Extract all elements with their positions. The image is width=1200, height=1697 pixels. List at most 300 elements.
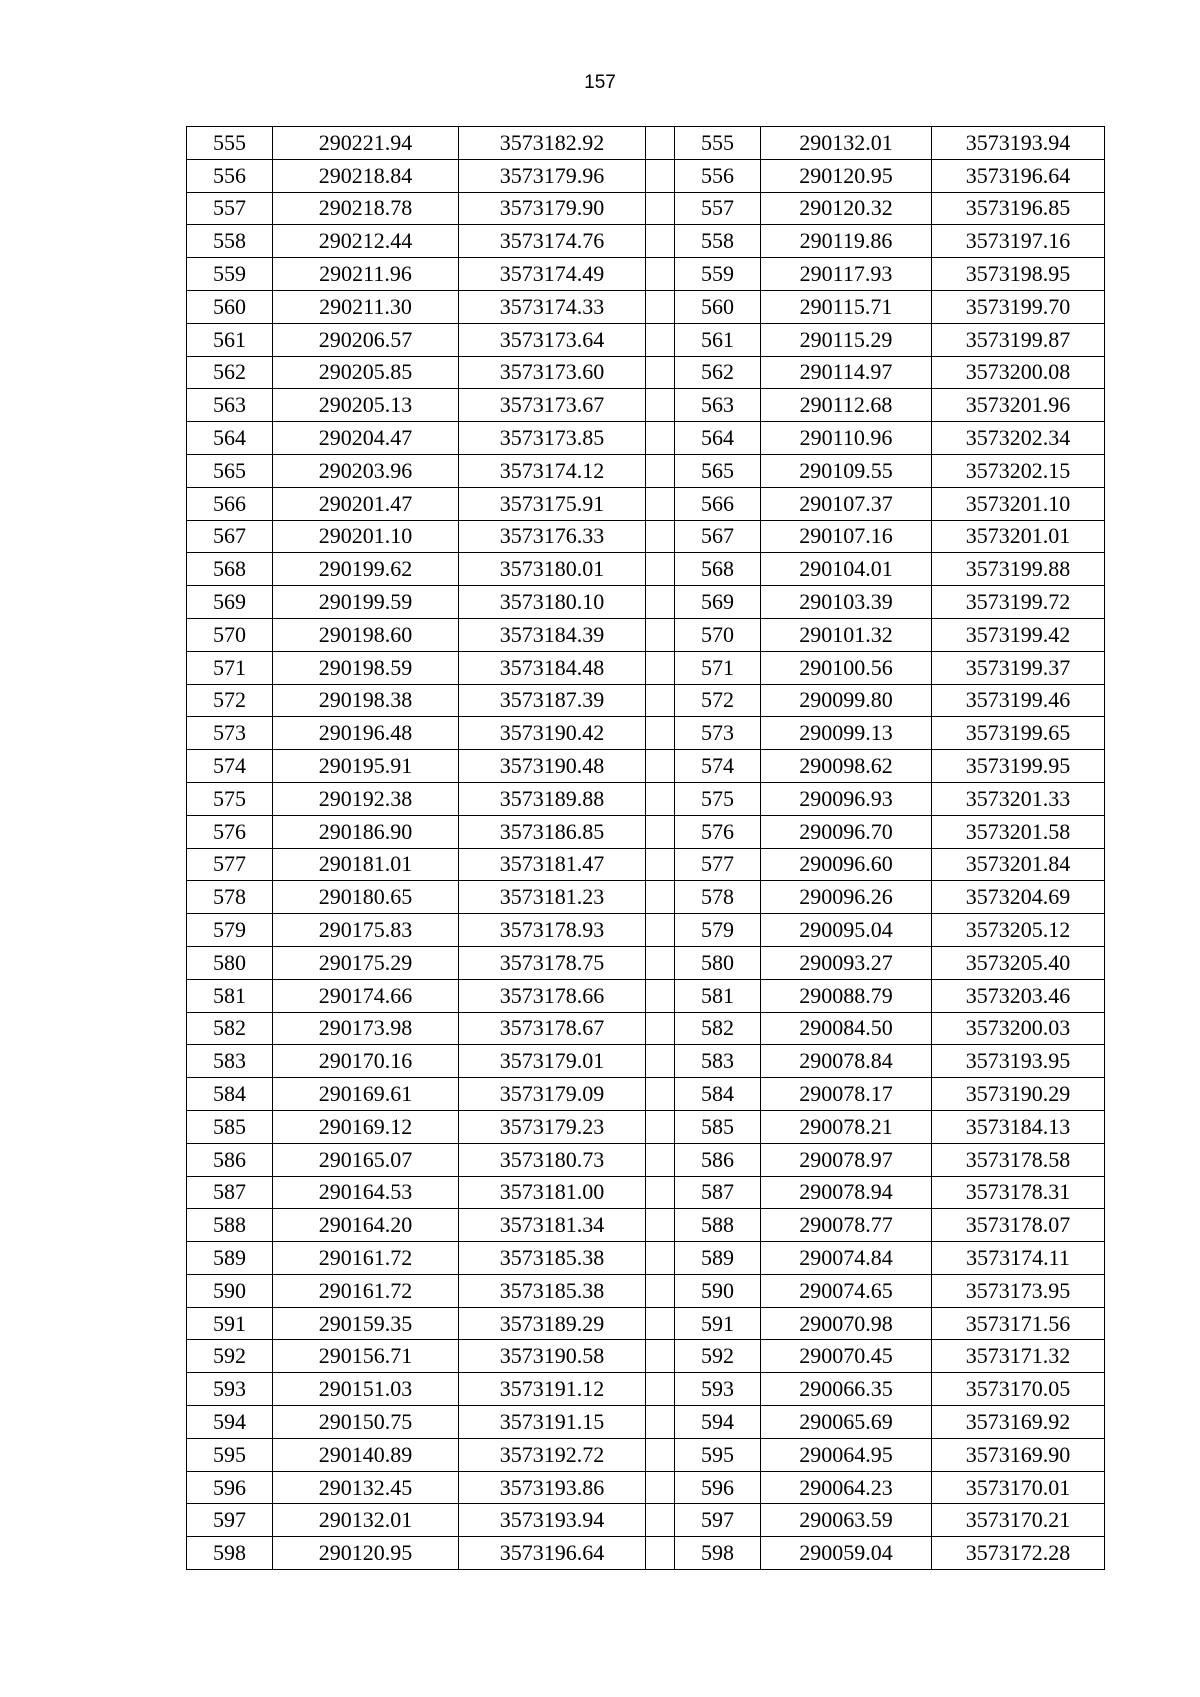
page-number: 157	[584, 72, 616, 93]
y-coord-right-cell: 3573193.94	[932, 127, 1105, 160]
x-coord-right-cell: 290107.37	[761, 487, 932, 520]
table-row	[187, 586, 1105, 619]
spacer-cell	[646, 356, 675, 389]
x-coord-left-cell: 290161.72	[273, 1242, 459, 1275]
y-coord-left-cell: 3573187.39	[459, 684, 646, 717]
y-coord-left-cell: 3573182.92	[459, 127, 646, 160]
spacer-cell	[646, 717, 675, 750]
x-coord-right-cell: 290115.29	[761, 323, 932, 356]
x-coord-left-cell: 290156.71	[273, 1340, 459, 1373]
x-coord-left-cell: 290218.78	[273, 192, 459, 225]
table-row	[187, 1242, 1105, 1275]
table-row	[187, 389, 1105, 422]
x-coord-right-cell: 290098.62	[761, 750, 932, 783]
point-id-left-cell: 579	[187, 914, 273, 947]
x-coord-right-cell: 290109.55	[761, 454, 932, 487]
x-coord-left-cell: 290150.75	[273, 1406, 459, 1439]
x-coord-right-cell: 290059.04	[761, 1537, 932, 1570]
spacer-cell	[646, 159, 675, 192]
point-id-right-cell: 556	[675, 159, 761, 192]
point-id-right-cell: 589	[675, 1242, 761, 1275]
x-coord-right-cell: 290078.84	[761, 1045, 932, 1078]
x-coord-right-cell: 290078.97	[761, 1143, 932, 1176]
table-row	[187, 1078, 1105, 1111]
point-id-left-cell: 562	[187, 356, 273, 389]
y-coord-right-cell: 3573201.10	[932, 487, 1105, 520]
spacer-cell	[646, 1242, 675, 1275]
x-coord-left-cell: 290211.96	[273, 258, 459, 291]
spacer-cell	[646, 1406, 675, 1439]
spacer-cell	[646, 1078, 675, 1111]
point-id-left-cell: 596	[187, 1471, 273, 1504]
point-id-left-cell: 590	[187, 1274, 273, 1307]
table-row	[187, 651, 1105, 684]
point-id-right-cell: 582	[675, 1012, 761, 1045]
point-id-right-cell: 572	[675, 684, 761, 717]
spacer-cell	[646, 618, 675, 651]
x-coord-right-cell: 290112.68	[761, 389, 932, 422]
y-coord-right-cell: 3573199.88	[932, 553, 1105, 586]
point-id-left-cell: 565	[187, 454, 273, 487]
table-row	[187, 1373, 1105, 1406]
x-coord-right-cell: 290078.94	[761, 1176, 932, 1209]
y-coord-left-cell: 3573190.58	[459, 1340, 646, 1373]
table-row	[187, 290, 1105, 323]
x-coord-left-cell: 290151.03	[273, 1373, 459, 1406]
point-id-left-cell: 564	[187, 422, 273, 455]
y-coord-right-cell: 3573199.65	[932, 717, 1105, 750]
x-coord-left-cell: 290161.72	[273, 1274, 459, 1307]
spacer-cell	[646, 651, 675, 684]
x-coord-right-cell: 290101.32	[761, 618, 932, 651]
point-id-left-cell: 594	[187, 1406, 273, 1439]
x-coord-right-cell: 290115.71	[761, 290, 932, 323]
y-coord-right-cell: 3573184.13	[932, 1110, 1105, 1143]
x-coord-left-cell: 290165.07	[273, 1143, 459, 1176]
y-coord-right-cell: 3573201.58	[932, 815, 1105, 848]
table-row	[187, 881, 1105, 914]
y-coord-left-cell: 3573196.64	[459, 1537, 646, 1570]
y-coord-right-cell: 3573202.15	[932, 454, 1105, 487]
y-coord-right-cell: 3573199.70	[932, 290, 1105, 323]
spacer-cell	[646, 1307, 675, 1340]
point-id-right-cell: 567	[675, 520, 761, 553]
point-id-left-cell: 556	[187, 159, 273, 192]
point-id-right-cell: 576	[675, 815, 761, 848]
point-id-left-cell: 588	[187, 1209, 273, 1242]
x-coord-left-cell: 290196.48	[273, 717, 459, 750]
y-coord-right-cell: 3573170.05	[932, 1373, 1105, 1406]
spacer-cell	[646, 1143, 675, 1176]
point-id-right-cell: 562	[675, 356, 761, 389]
spacer-cell	[646, 487, 675, 520]
table-row	[187, 1406, 1105, 1439]
point-id-left-cell: 570	[187, 618, 273, 651]
x-coord-left-cell: 290199.62	[273, 553, 459, 586]
y-coord-right-cell: 3573174.11	[932, 1242, 1105, 1275]
x-coord-left-cell: 290212.44	[273, 225, 459, 258]
point-id-right-cell: 571	[675, 651, 761, 684]
x-coord-right-cell: 290120.32	[761, 192, 932, 225]
spacer-cell	[646, 1209, 675, 1242]
point-id-right-cell: 575	[675, 782, 761, 815]
point-id-right-cell: 584	[675, 1078, 761, 1111]
y-coord-right-cell: 3573169.92	[932, 1406, 1105, 1439]
point-id-left-cell: 595	[187, 1438, 273, 1471]
spacer-cell	[646, 1176, 675, 1209]
y-coord-right-cell: 3573205.12	[932, 914, 1105, 947]
x-coord-left-cell: 290198.38	[273, 684, 459, 717]
spacer-cell	[646, 553, 675, 586]
table-row	[187, 684, 1105, 717]
spacer-cell	[646, 258, 675, 291]
point-id-left-cell: 580	[187, 946, 273, 979]
point-id-right-cell: 569	[675, 586, 761, 619]
y-coord-right-cell: 3573201.84	[932, 848, 1105, 881]
y-coord-left-cell: 3573173.64	[459, 323, 646, 356]
x-coord-left-cell: 290199.59	[273, 586, 459, 619]
spacer-cell	[646, 914, 675, 947]
x-coord-right-cell: 290099.80	[761, 684, 932, 717]
y-coord-left-cell: 3573174.49	[459, 258, 646, 291]
y-coord-left-cell: 3573191.15	[459, 1406, 646, 1439]
table-row	[187, 454, 1105, 487]
x-coord-right-cell: 290084.50	[761, 1012, 932, 1045]
y-coord-right-cell: 3573190.29	[932, 1078, 1105, 1111]
y-coord-right-cell: 3573201.96	[932, 389, 1105, 422]
x-coord-right-cell: 290120.95	[761, 159, 932, 192]
y-coord-right-cell: 3573178.07	[932, 1209, 1105, 1242]
y-coord-left-cell: 3573189.29	[459, 1307, 646, 1340]
x-coord-left-cell: 290169.61	[273, 1078, 459, 1111]
x-coord-right-cell: 290064.95	[761, 1438, 932, 1471]
y-coord-left-cell: 3573173.67	[459, 389, 646, 422]
x-coord-right-cell: 290074.65	[761, 1274, 932, 1307]
spacer-cell	[646, 290, 675, 323]
table-row	[187, 192, 1105, 225]
coordinates-table-body	[187, 127, 1105, 1570]
spacer-cell	[646, 979, 675, 1012]
y-coord-left-cell: 3573186.85	[459, 815, 646, 848]
table-row	[187, 422, 1105, 455]
spacer-cell	[646, 848, 675, 881]
spacer-cell	[646, 127, 675, 160]
table-row	[187, 946, 1105, 979]
x-coord-left-cell: 290173.98	[273, 1012, 459, 1045]
spacer-cell	[646, 1340, 675, 1373]
point-id-right-cell: 574	[675, 750, 761, 783]
point-id-right-cell: 577	[675, 848, 761, 881]
y-coord-left-cell: 3573175.91	[459, 487, 646, 520]
point-id-right-cell: 565	[675, 454, 761, 487]
point-id-left-cell: 585	[187, 1110, 273, 1143]
spacer-cell	[646, 1537, 675, 1570]
point-id-right-cell: 594	[675, 1406, 761, 1439]
table-row	[187, 356, 1105, 389]
x-coord-left-cell: 290181.01	[273, 848, 459, 881]
table-row	[187, 127, 1105, 160]
y-coord-right-cell: 3573201.01	[932, 520, 1105, 553]
y-coord-left-cell: 3573178.75	[459, 946, 646, 979]
table-row	[187, 1274, 1105, 1307]
point-id-left-cell: 571	[187, 651, 273, 684]
y-coord-left-cell: 3573179.96	[459, 159, 646, 192]
x-coord-right-cell: 290096.70	[761, 815, 932, 848]
point-id-right-cell: 578	[675, 881, 761, 914]
x-coord-right-cell: 290099.13	[761, 717, 932, 750]
x-coord-left-cell: 290192.38	[273, 782, 459, 815]
x-coord-left-cell: 290140.89	[273, 1438, 459, 1471]
y-coord-right-cell: 3573173.95	[932, 1274, 1105, 1307]
y-coord-left-cell: 3573179.09	[459, 1078, 646, 1111]
y-coord-right-cell: 3573199.46	[932, 684, 1105, 717]
x-coord-right-cell: 290096.60	[761, 848, 932, 881]
x-coord-left-cell: 290201.47	[273, 487, 459, 520]
point-id-right-cell: 555	[675, 127, 761, 160]
y-coord-left-cell: 3573185.38	[459, 1242, 646, 1275]
x-coord-left-cell: 290174.66	[273, 979, 459, 1012]
y-coord-right-cell: 3573196.85	[932, 192, 1105, 225]
table-row	[187, 1340, 1105, 1373]
x-coord-right-cell: 290078.17	[761, 1078, 932, 1111]
y-coord-left-cell: 3573174.12	[459, 454, 646, 487]
point-id-right-cell: 597	[675, 1504, 761, 1537]
x-coord-left-cell: 290206.57	[273, 323, 459, 356]
y-coord-left-cell: 3573180.10	[459, 586, 646, 619]
x-coord-right-cell: 290078.21	[761, 1110, 932, 1143]
point-id-left-cell: 587	[187, 1176, 273, 1209]
spacer-cell	[646, 1373, 675, 1406]
spacer-cell	[646, 323, 675, 356]
x-coord-left-cell: 290175.29	[273, 946, 459, 979]
x-coord-left-cell: 290180.65	[273, 881, 459, 914]
x-coord-left-cell: 290132.01	[273, 1504, 459, 1537]
point-id-right-cell: 590	[675, 1274, 761, 1307]
point-id-right-cell: 593	[675, 1373, 761, 1406]
y-coord-right-cell: 3573202.34	[932, 422, 1105, 455]
x-coord-right-cell: 290078.77	[761, 1209, 932, 1242]
table-row	[187, 717, 1105, 750]
spacer-cell	[646, 1012, 675, 1045]
point-id-left-cell: 560	[187, 290, 273, 323]
spacer-cell	[646, 684, 675, 717]
point-id-right-cell: 586	[675, 1143, 761, 1176]
x-coord-right-cell: 290096.93	[761, 782, 932, 815]
table-row	[187, 750, 1105, 783]
y-coord-right-cell: 3573199.72	[932, 586, 1105, 619]
x-coord-left-cell: 290120.95	[273, 1537, 459, 1570]
spacer-cell	[646, 454, 675, 487]
table-row	[187, 1504, 1105, 1537]
table-row	[187, 487, 1105, 520]
y-coord-right-cell: 3573199.95	[932, 750, 1105, 783]
point-id-right-cell: 595	[675, 1438, 761, 1471]
point-id-right-cell: 564	[675, 422, 761, 455]
x-coord-left-cell: 290169.12	[273, 1110, 459, 1143]
point-id-right-cell: 560	[675, 290, 761, 323]
table-row	[187, 258, 1105, 291]
y-coord-left-cell: 3573181.47	[459, 848, 646, 881]
y-coord-right-cell: 3573198.95	[932, 258, 1105, 291]
table-row	[187, 1143, 1105, 1176]
spacer-cell	[646, 1504, 675, 1537]
y-coord-right-cell: 3573172.28	[932, 1537, 1105, 1570]
spacer-cell	[646, 192, 675, 225]
point-id-right-cell: 558	[675, 225, 761, 258]
table-row	[187, 618, 1105, 651]
point-id-left-cell: 574	[187, 750, 273, 783]
y-coord-left-cell: 3573178.66	[459, 979, 646, 1012]
table-row	[187, 815, 1105, 848]
x-coord-left-cell: 290203.96	[273, 454, 459, 487]
x-coord-left-cell: 290164.53	[273, 1176, 459, 1209]
point-id-right-cell: 583	[675, 1045, 761, 1078]
point-id-left-cell: 572	[187, 684, 273, 717]
y-coord-left-cell: 3573190.42	[459, 717, 646, 750]
point-id-left-cell: 569	[187, 586, 273, 619]
spacer-cell	[646, 422, 675, 455]
y-coord-right-cell: 3573169.90	[932, 1438, 1105, 1471]
x-coord-right-cell: 290063.59	[761, 1504, 932, 1537]
y-coord-left-cell: 3573179.01	[459, 1045, 646, 1078]
spacer-cell	[646, 1110, 675, 1143]
spacer-cell	[646, 225, 675, 258]
y-coord-right-cell: 3573201.33	[932, 782, 1105, 815]
spacer-cell	[646, 946, 675, 979]
table-row	[187, 782, 1105, 815]
y-coord-right-cell: 3573204.69	[932, 881, 1105, 914]
table-row	[187, 520, 1105, 553]
table-row	[187, 1176, 1105, 1209]
y-coord-right-cell: 3573199.37	[932, 651, 1105, 684]
point-id-right-cell: 596	[675, 1471, 761, 1504]
x-coord-left-cell: 290211.30	[273, 290, 459, 323]
point-id-right-cell: 573	[675, 717, 761, 750]
point-id-right-cell: 591	[675, 1307, 761, 1340]
y-coord-left-cell: 3573181.34	[459, 1209, 646, 1242]
spacer-cell	[646, 881, 675, 914]
y-coord-left-cell: 3573179.23	[459, 1110, 646, 1143]
y-coord-left-cell: 3573173.60	[459, 356, 646, 389]
y-coord-left-cell: 3573185.38	[459, 1274, 646, 1307]
y-coord-right-cell: 3573178.31	[932, 1176, 1105, 1209]
point-id-left-cell: 578	[187, 881, 273, 914]
point-id-right-cell: 579	[675, 914, 761, 947]
y-coord-right-cell: 3573203.46	[932, 979, 1105, 1012]
spacer-cell	[646, 1438, 675, 1471]
x-coord-right-cell: 290070.98	[761, 1307, 932, 1340]
y-coord-left-cell: 3573189.88	[459, 782, 646, 815]
x-coord-right-cell: 290093.27	[761, 946, 932, 979]
x-coord-right-cell: 290103.39	[761, 586, 932, 619]
point-id-right-cell: 557	[675, 192, 761, 225]
x-coord-right-cell: 290074.84	[761, 1242, 932, 1275]
spacer-cell	[646, 750, 675, 783]
point-id-left-cell: 581	[187, 979, 273, 1012]
x-coord-right-cell: 290132.01	[761, 127, 932, 160]
point-id-left-cell: 558	[187, 225, 273, 258]
x-coord-right-cell: 290119.86	[761, 225, 932, 258]
spacer-cell	[646, 389, 675, 422]
y-coord-left-cell: 3573193.86	[459, 1471, 646, 1504]
x-coord-right-cell: 290117.93	[761, 258, 932, 291]
y-coord-left-cell: 3573191.12	[459, 1373, 646, 1406]
spacer-cell	[646, 815, 675, 848]
y-coord-right-cell: 3573199.42	[932, 618, 1105, 651]
point-id-left-cell: 561	[187, 323, 273, 356]
x-coord-left-cell: 290205.85	[273, 356, 459, 389]
y-coord-right-cell: 3573196.64	[932, 159, 1105, 192]
x-coord-left-cell: 290132.45	[273, 1471, 459, 1504]
point-id-left-cell: 598	[187, 1537, 273, 1570]
y-coord-right-cell: 3573200.08	[932, 356, 1105, 389]
point-id-left-cell: 593	[187, 1373, 273, 1406]
y-coord-right-cell: 3573170.21	[932, 1504, 1105, 1537]
x-coord-left-cell: 290218.84	[273, 159, 459, 192]
y-coord-right-cell: 3573193.95	[932, 1045, 1105, 1078]
x-coord-left-cell: 290170.16	[273, 1045, 459, 1078]
spacer-cell	[646, 1045, 675, 1078]
point-id-left-cell: 555	[187, 127, 273, 160]
point-id-left-cell: 568	[187, 553, 273, 586]
point-id-left-cell: 567	[187, 520, 273, 553]
y-coord-left-cell: 3573184.39	[459, 618, 646, 651]
x-coord-right-cell: 290065.69	[761, 1406, 932, 1439]
y-coord-left-cell: 3573184.48	[459, 651, 646, 684]
spacer-cell	[646, 586, 675, 619]
y-coord-right-cell: 3573205.40	[932, 946, 1105, 979]
point-id-right-cell: 585	[675, 1110, 761, 1143]
point-id-right-cell: 563	[675, 389, 761, 422]
y-coord-left-cell: 3573178.93	[459, 914, 646, 947]
y-coord-right-cell: 3573199.87	[932, 323, 1105, 356]
table-row	[187, 225, 1105, 258]
x-coord-right-cell: 290064.23	[761, 1471, 932, 1504]
point-id-left-cell: 577	[187, 848, 273, 881]
spacer-cell	[646, 520, 675, 553]
point-id-right-cell: 566	[675, 487, 761, 520]
y-coord-right-cell: 3573197.16	[932, 225, 1105, 258]
y-coord-left-cell: 3573190.48	[459, 750, 646, 783]
table-row	[187, 323, 1105, 356]
table-row	[187, 979, 1105, 1012]
x-coord-right-cell: 290104.01	[761, 553, 932, 586]
y-coord-right-cell: 3573171.32	[932, 1340, 1105, 1373]
table-row	[187, 848, 1105, 881]
point-id-left-cell: 586	[187, 1143, 273, 1176]
table-row	[187, 914, 1105, 947]
x-coord-right-cell: 290107.16	[761, 520, 932, 553]
x-coord-left-cell: 290198.59	[273, 651, 459, 684]
x-coord-right-cell: 290110.96	[761, 422, 932, 455]
point-id-right-cell: 598	[675, 1537, 761, 1570]
x-coord-left-cell: 290205.13	[273, 389, 459, 422]
point-id-right-cell: 561	[675, 323, 761, 356]
x-coord-left-cell: 290175.83	[273, 914, 459, 947]
point-id-right-cell: 568	[675, 553, 761, 586]
x-coord-right-cell: 290095.04	[761, 914, 932, 947]
point-id-left-cell: 584	[187, 1078, 273, 1111]
y-coord-right-cell: 3573200.03	[932, 1012, 1105, 1045]
y-coord-left-cell: 3573192.72	[459, 1438, 646, 1471]
x-coord-left-cell: 290159.35	[273, 1307, 459, 1340]
point-id-left-cell: 563	[187, 389, 273, 422]
x-coord-right-cell: 290066.35	[761, 1373, 932, 1406]
y-coord-left-cell: 3573179.90	[459, 192, 646, 225]
x-coord-left-cell: 290221.94	[273, 127, 459, 160]
table-row	[187, 1537, 1105, 1570]
y-coord-left-cell: 3573174.33	[459, 290, 646, 323]
